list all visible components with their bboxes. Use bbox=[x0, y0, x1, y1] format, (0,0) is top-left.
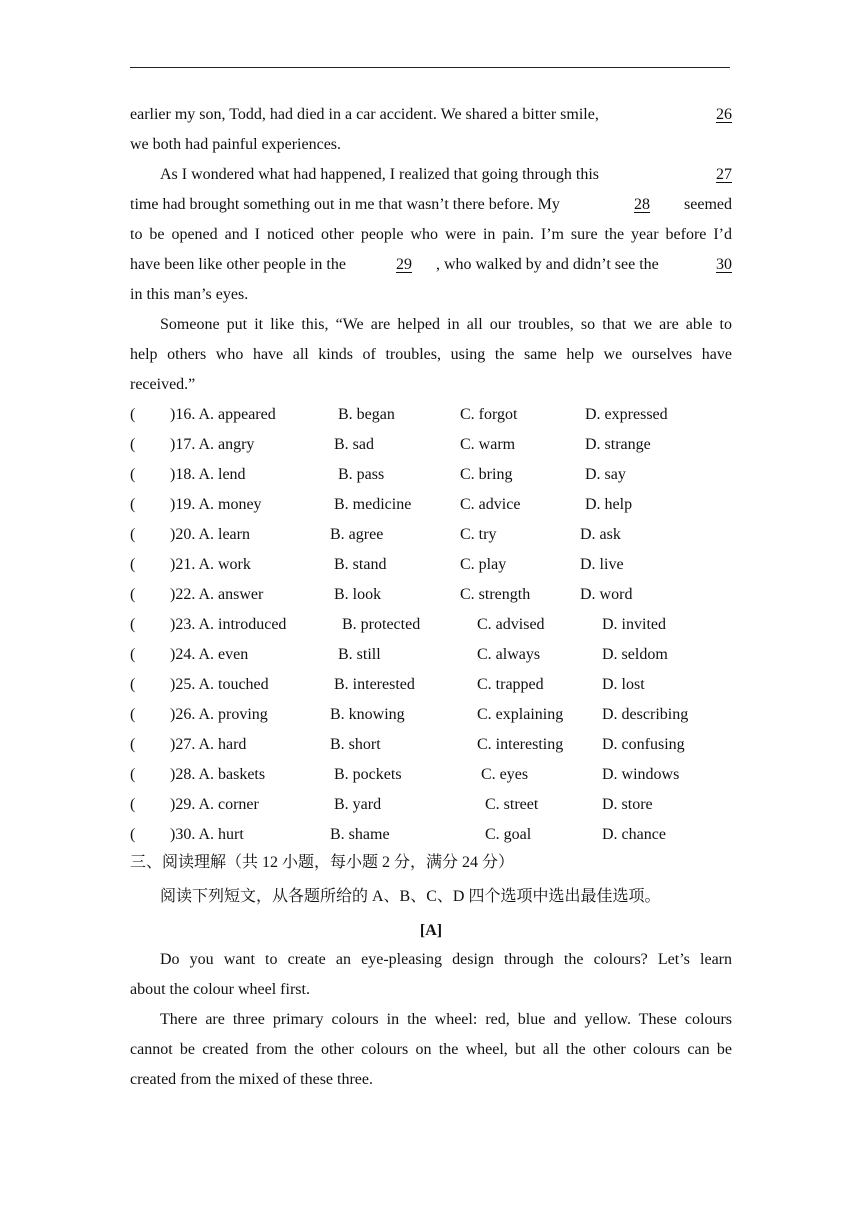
option-d: D. expressed bbox=[585, 406, 668, 423]
answer-paren: ( bbox=[130, 706, 136, 723]
option-d: D. strange bbox=[585, 436, 651, 453]
blank-26: 26 bbox=[716, 106, 732, 123]
option-d: D. chance bbox=[602, 826, 666, 843]
passage-text: time had brought something out in me that wasn’t there before. My bbox=[130, 196, 560, 213]
option-c: C. try bbox=[460, 526, 497, 543]
passage-line bbox=[130, 165, 732, 185]
option-d: D. ask bbox=[580, 526, 621, 543]
answer-paren: ( bbox=[130, 586, 136, 603]
option-a: )23. A. introduced bbox=[170, 616, 287, 633]
option-a: )25. A. touched bbox=[170, 676, 269, 693]
option-b: B. protected bbox=[342, 616, 421, 633]
option-d: D. lost bbox=[602, 676, 645, 693]
option-a: )16. A. appeared bbox=[170, 406, 276, 423]
option-b: B. shame bbox=[330, 826, 390, 843]
option-d: D. word bbox=[580, 586, 633, 603]
option-a: )21. A. work bbox=[170, 556, 251, 573]
question-row bbox=[130, 675, 732, 695]
option-a: )17. A. angry bbox=[170, 436, 255, 453]
question-row bbox=[130, 405, 732, 425]
option-d: D. store bbox=[602, 796, 653, 813]
option-d: D. confusing bbox=[602, 736, 685, 753]
passage-line: we both had painful experiences. bbox=[130, 136, 342, 153]
option-a: )28. A. baskets bbox=[170, 766, 266, 783]
passage-line bbox=[130, 255, 732, 275]
blank-30: 30 bbox=[716, 256, 732, 273]
option-a: )18. A. lend bbox=[170, 466, 246, 483]
question-row bbox=[130, 495, 732, 515]
answer-paren: ( bbox=[130, 466, 136, 483]
option-c: C. play bbox=[460, 556, 507, 573]
question-row bbox=[130, 585, 732, 605]
section-instruction: 阅读下列短文，从各题所给的 A、B、C、D 四个选项中选出最佳选项。 bbox=[160, 888, 661, 905]
passage-line bbox=[130, 195, 732, 215]
option-a: )20. A. learn bbox=[170, 526, 250, 543]
reading-line: Do you want to create an eye-pleasing design through the colours? Let’s learn bbox=[160, 951, 732, 968]
answer-paren: ( bbox=[130, 556, 136, 573]
option-d: D. seldom bbox=[602, 646, 668, 663]
question-row bbox=[130, 465, 732, 485]
option-c: C. trapped bbox=[477, 676, 544, 693]
passage-text: have been like other people in the bbox=[130, 256, 346, 273]
question-row bbox=[130, 825, 732, 845]
option-a: )30. A. hurt bbox=[170, 826, 244, 843]
option-b: B. pockets bbox=[334, 766, 402, 783]
answer-paren: ( bbox=[130, 406, 136, 423]
reading-line: There are three primary colours in the wheel: red, blue and yellow. These colours bbox=[160, 1011, 732, 1028]
option-c: C. advice bbox=[460, 496, 521, 513]
option-d: D. windows bbox=[602, 766, 680, 783]
passage-text: As I wondered what had happened, I realized that going through this bbox=[160, 166, 599, 183]
option-c: C. eyes bbox=[481, 766, 529, 783]
option-c: C. forgot bbox=[460, 406, 518, 423]
answer-paren: ( bbox=[130, 826, 136, 843]
question-row bbox=[130, 735, 732, 755]
option-b: B. short bbox=[330, 736, 381, 753]
question-row bbox=[130, 615, 732, 635]
question-row bbox=[130, 705, 732, 725]
section-heading: 三、阅读理解（共 12 小题，每小题 2 分，满分 24 分） bbox=[130, 854, 515, 871]
option-a: )29. A. corner bbox=[170, 796, 259, 813]
option-b: B. agree bbox=[330, 526, 384, 543]
answer-paren: ( bbox=[130, 526, 136, 543]
question-row bbox=[130, 555, 732, 575]
option-c: C. interesting bbox=[477, 736, 564, 753]
option-c: C. always bbox=[477, 646, 541, 663]
passage-line bbox=[130, 105, 732, 125]
answer-paren: ( bbox=[130, 616, 136, 633]
answer-paren: ( bbox=[130, 676, 136, 693]
answer-paren: ( bbox=[130, 736, 136, 753]
blank-29: 29 bbox=[396, 256, 412, 273]
option-b: B. pass bbox=[338, 466, 385, 483]
option-a: )27. A. hard bbox=[170, 736, 247, 753]
option-c: C. bring bbox=[460, 466, 513, 483]
passage-text: seemed bbox=[684, 196, 732, 213]
option-c: C. street bbox=[485, 796, 539, 813]
answer-paren: ( bbox=[130, 436, 136, 453]
option-d: D. say bbox=[585, 466, 626, 483]
passage-line: to be opened and I noticed other people who were in pain. I’m sure the year before I’d bbox=[130, 226, 732, 243]
option-b: B. stand bbox=[334, 556, 387, 573]
question-row bbox=[130, 435, 732, 455]
answer-paren: ( bbox=[130, 796, 136, 813]
option-c: C. warm bbox=[460, 436, 516, 453]
passage-line: in this man’s eyes. bbox=[130, 286, 249, 303]
passage-line: help others who have all kinds of troubles, using the same help we ourselves have bbox=[130, 346, 732, 363]
question-row bbox=[130, 795, 732, 815]
option-d: D. help bbox=[585, 496, 633, 513]
answer-paren: ( bbox=[130, 496, 136, 513]
option-b: B. medicine bbox=[334, 496, 412, 513]
answer-paren: ( bbox=[130, 646, 136, 663]
option-c: C. advised bbox=[477, 616, 545, 633]
option-b: B. still bbox=[338, 646, 381, 663]
option-a: )24. A. even bbox=[170, 646, 249, 663]
question-row bbox=[130, 765, 732, 785]
option-b: B. interested bbox=[334, 676, 415, 693]
option-a: )19. A. money bbox=[170, 496, 262, 513]
option-b: B. knowing bbox=[330, 706, 405, 723]
option-b: B. began bbox=[338, 406, 395, 423]
passage-line: Someone put it like this, “We are helped in all our troubles, so that we are able to bbox=[160, 316, 732, 333]
passage-line: received.” bbox=[130, 376, 196, 393]
question-row bbox=[130, 645, 732, 665]
reading-line: created from the mixed of these three. bbox=[130, 1071, 373, 1088]
option-c: C. goal bbox=[485, 826, 532, 843]
option-d: D. invited bbox=[602, 616, 666, 633]
reading-line: about the colour wheel first. bbox=[130, 981, 310, 998]
passage-label: [A] bbox=[419, 922, 443, 939]
answer-paren: ( bbox=[130, 766, 136, 783]
option-b: B. sad bbox=[334, 436, 374, 453]
option-a: )26. A. proving bbox=[170, 706, 268, 723]
header-rule bbox=[130, 67, 730, 68]
option-d: D. describing bbox=[602, 706, 689, 723]
blank-27: 27 bbox=[716, 166, 732, 183]
blank-28: 28 bbox=[634, 196, 650, 213]
option-d: D. live bbox=[580, 556, 624, 573]
option-b: B. yard bbox=[334, 796, 382, 813]
option-c: C. strength bbox=[460, 586, 531, 603]
option-a: )22. A. answer bbox=[170, 586, 264, 603]
option-c: C. explaining bbox=[477, 706, 564, 723]
passage-text: , who walked by and didn’t see the bbox=[436, 256, 659, 273]
question-row bbox=[130, 525, 732, 545]
passage-text: earlier my son, Todd, had died in a car accident. We shared a bitter smile, bbox=[130, 106, 599, 123]
reading-line: cannot be created from the other colours on the wheel, but all the other colours can be bbox=[130, 1041, 732, 1058]
option-b: B. look bbox=[334, 586, 382, 603]
